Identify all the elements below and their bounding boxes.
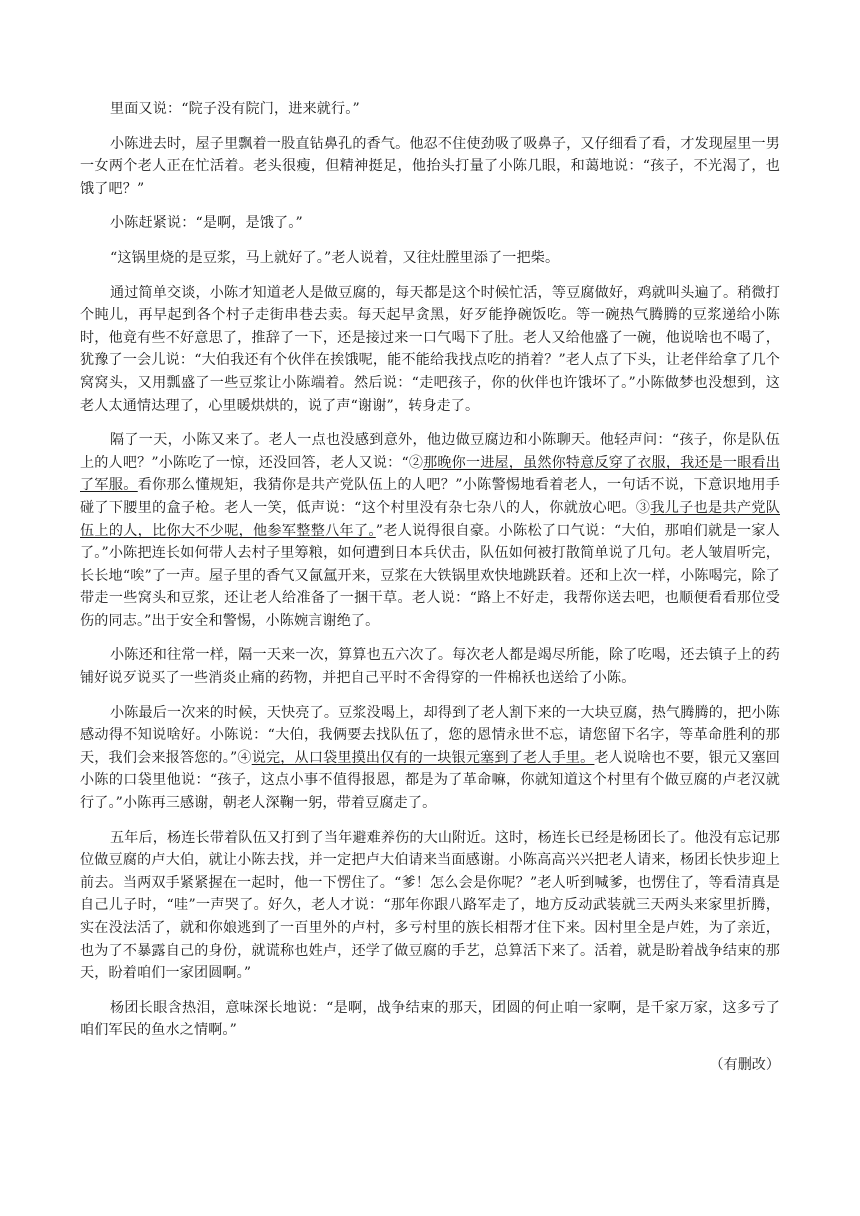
paragraph-text: 小陈还和往常一样，隔一天来一次，算算也五六次了。每次老人都是竭尽所能，除了吃喝，还去镇子上的药铺好说歹说买了一些消炎止痛的药物，并把自己平时不舍得穿的一件棉袄也送给了小陈。	[80, 647, 780, 687]
article-body	[80, 98, 780, 1042]
paragraph-text: 杨团长眼含热泪，意味深长地说：“是啊，战争结束的那天，团圆的何止咱一家啊，是千家万家，这多亏了咱们军民的鱼水之情啊。”	[80, 999, 780, 1039]
paragraph-text: 五年后，杨连长带着队伍又打到了当年避难养伤的大山附近。这时，杨连长已经是杨团长了。他没有忘记那位做豆腐的卢大伯，就让小陈去找，并一定把卢大伯请来当面感谢。小陈高高兴兴把老人请来，杨团长快步迎上前去。当两双手紧紧握在一起时，他一下愣住了。“爹！怎么会是你呢？”老人听到喊爹，也愣住了，等看清真是自己儿子时，“哇”一声哭了。好久，老人才说：“那年你跟八路军走了，地方反动武装就三天两头来家里折腾，实在没法活了，就和你娘逃到了一百里外的卢村，多亏村里的族长相帮才住下来。因村里全是卢姓，为了亲近，也为了不暴露自己的身份，就谎称也姓卢，还学了做豆腐的手艺，总算活下来了。活着，就是盼着战争结束的那天，盼着咱们一家团圆啊。”	[80, 829, 780, 982]
paragraph	[80, 133, 780, 201]
paragraph-text: 老人说啥也不要，银元又塞回小陈的口袋里他说：“孩子，这点小事不值得报恩，都是为了革命嘛，你就知道这个村里有个做豆腐的卢老汉就行了。”小陈再三感谢，朝老人深鞠一躬，带着豆腐走了。	[80, 749, 780, 812]
paragraph	[80, 212, 780, 235]
paragraph-text: 通过简单交谈，小陈才知道老人是做豆腐的，每天都是这个时候忙活，等豆腐做好，鸡就叫头遍了。稍微打个盹儿，再早起到各个村子走街串巷去卖。每天起早贪黑，好歹能挣碗饭吃。等一碗热气腾腾的豆浆递给小陈时，他竟有些不好意思了，推辞了一下，还是接过来一口气喝下了肚。老人又给他盛了一碗，他说啥也不喝了，犹豫了一会儿说：“大伯我还有个伙伴在挨饿呢，能不能给我找点吃的捎着？”老人点了下头，让老伴给拿了几个窝窝头，又用瓢盛了一些豆浆让小陈端着。然后说：“走吧孩子，你的伙伴也许饿坏了。”小陈做梦也没想到，这老人太通情达理了，心里暖烘烘的，说了声“谢谢”，转身走了。	[80, 284, 780, 414]
paragraph	[80, 282, 780, 418]
paragraph-text: 小陈最后一次来的时候，天快亮了。豆浆没喝上，却得到了老人割下来的一大块豆腐，热气腾腾的，把小陈感动得不知说啥好。小陈说：“大伯，我俩要去找队伍了，您的恩情永世不忘，请您留下名字，等革命胜利的那天，我们会来报答您的。”④	[80, 704, 780, 766]
underlined-sentence: 那晚你一进屋，虽然你特意反穿了衣服，我还是一眼看出了军服。	[80, 454, 780, 494]
paragraph-text: 看你那么懂规矩，我猜你是共产党队伍上的人吧？”小陈警惕地看着老人，一句话不说，下意识地用手碰了下腰里的盒子枪。老人一笑，低声说：“这个村里没有杂七杂八的人，你就放心吧。③	[80, 477, 781, 516]
paragraph-text: ”老人说得很自豪。小陈松了口气说：“大伯，那咱们就是一家人了。”小陈把连长如何带人去村子里筹粮，如何遭到日本兵伏击，队伍如何被打散简单说了几句。老人皱眉听完，长长地“唉”了一声。屋子里的香气又氤氲开来，豆浆在大铁锅里欢快地跳跃着。还和上次一样，小陈喝完，除了带走一些窝头和豆浆，还让老人给准备了一捆干草。老人说：“路上不好走，我帮你送去吧，也顺便看看那位受伤的同志。”出于安全和警惕，小陈婉言谢绝了。	[80, 522, 780, 629]
paragraph	[80, 702, 780, 815]
paragraph-text: 小陈进去时，屋子里飘着一股直钻鼻孔的香气。他忍不住使劲吸了吸鼻子，又仔细看了看，才发现屋里一男一女两个老人正在忙活着。老头很瘦，但精神挺足，他抬头打量了小陈几眼，和蔼地说：“孩子，不光渴了，也饿了吧？”	[80, 135, 780, 197]
paragraph	[80, 98, 780, 121]
paragraph-text: 里面又说：“院子没有院门，进来就行。”	[110, 101, 360, 117]
paragraph-text: “这锅里烧的是豆浆，马上就好了。”老人说着，又往灶膛里添了一把柴。	[110, 249, 560, 266]
paragraph	[80, 247, 780, 270]
underlined-sentence: 说完，从口袋里摸出仅有的一块银元塞到了老人手里。	[251, 749, 595, 766]
paragraph-text: 小陈赶紧说：“是啊，是饿了。”	[110, 215, 303, 232]
source-note: （有删改）	[709, 1056, 780, 1073]
paragraph	[80, 644, 780, 689]
underlined-sentence: 我儿子也是共产党队伍上的人，比你大不少呢，他参军整整八年了。	[80, 499, 780, 539]
paragraph	[80, 997, 780, 1042]
paragraph	[80, 827, 780, 985]
paragraph-text: 隔了一天，小陈又来了。老人一点也没感到意外，他边做豆腐边和小陈聊天。他轻声问：“孩子，你是队伍上的人吧？”小陈吃了一惊，还没回答，老人又说：“②	[80, 432, 780, 471]
article	[80, 98, 780, 1076]
paragraph	[80, 429, 780, 632]
